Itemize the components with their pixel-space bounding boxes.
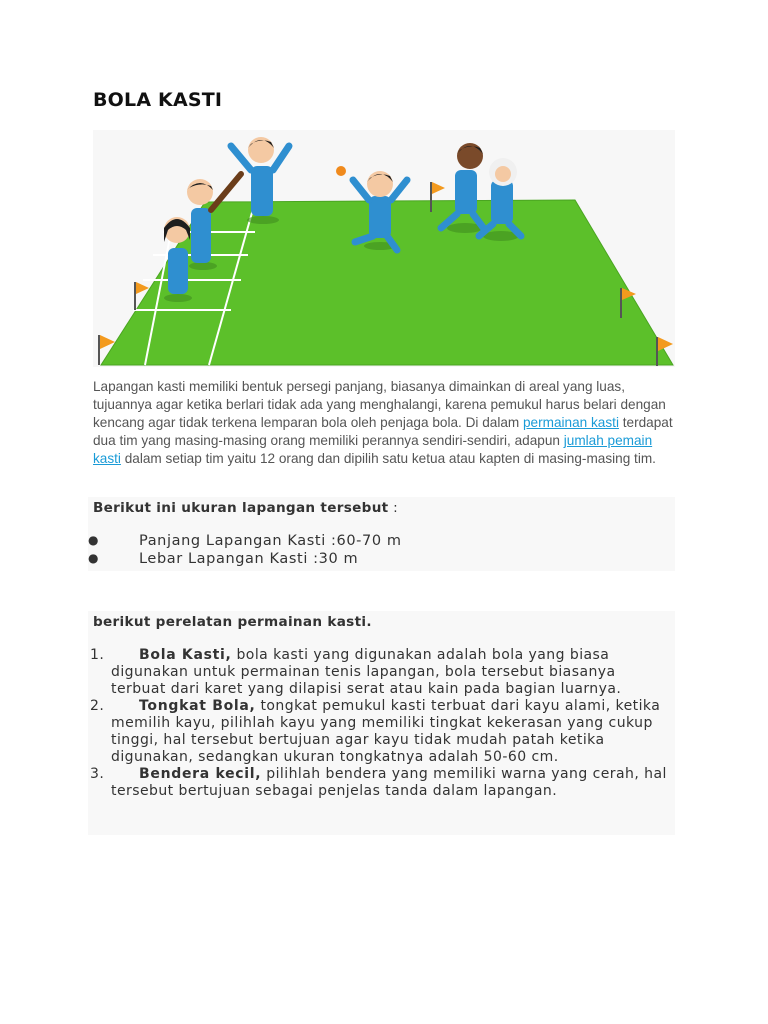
list-item-text: Panjang Lapangan Kasti :60-70 m	[139, 533, 402, 549]
field-size-heading-text: Berikut ini ukuran lapangan tersebut	[93, 500, 389, 516]
list-number: 2.	[90, 698, 105, 714]
equipment-section	[88, 611, 675, 835]
list-item	[88, 698, 675, 766]
list-number: 3.	[90, 766, 105, 782]
intro-text-1: Lapangan kasti memiliki bentuk persegi panjang, biasanya dimainkan di areal yang luas, tujuannya agar ketika berlari tidak ada yang menghalangi, karena pemukul harus belari dengan kencang agar tidak terkena lemparan bola oleh penjaga bola. Di dalam	[93, 379, 666, 430]
equipment-term: Bola Kasti,	[139, 647, 232, 663]
equipment-term: Tongkat Bola,	[139, 698, 256, 714]
intro-text-2: terdapat dua tim yang masing-masing orang memiliki perannya sendiri-sendiri, adapun	[93, 415, 673, 448]
field-size-section	[88, 497, 675, 571]
field-size-heading	[93, 500, 398, 516]
equipment-list	[88, 647, 675, 800]
intro-text-3: dalam setiap tim yaitu 12 orang dan dipilih satu ketua atau kapten di masing-masing tim.	[120, 451, 656, 466]
equipment-description: tongkat pemukul kasti terbuat dari kayu alami, ketika memilih kayu, pilihlah kayu yang memiliki tingkat kekerasan yang cukup tinggi, hal tersebut bertujuan agar kayu tidak mudah patah ketika digunakan, sedangkan ukuran tongkatnya adalah 50-60 cm.	[111, 698, 661, 765]
bullet-icon: ●	[88, 551, 100, 565]
bullet-icon: ●	[88, 533, 100, 547]
ball-icon	[336, 166, 346, 176]
link-jumlah-pemain-kasti[interactable]: jumlah pemain kasti	[93, 433, 653, 466]
equipment-term: Bendera kecil,	[139, 766, 262, 782]
equipment-description: pilihlah bendera yang memiliki warna yang cerah, hal tersebut bertujuan sebagai penjelas tanda dalam lapangan.	[111, 766, 667, 799]
player-icon	[164, 217, 192, 302]
page-title: BOLA KASTI	[93, 89, 223, 111]
list-item	[88, 766, 675, 800]
list-item	[88, 647, 675, 698]
list-item-text: Lebar Lapangan Kasti :30 m	[139, 551, 359, 567]
field-size-heading-colon: :	[388, 500, 398, 516]
kasti-field-illustration	[93, 130, 675, 367]
list-number: 1.	[90, 647, 105, 663]
intro-paragraph	[93, 378, 673, 468]
equipment-description: bola kasti yang digunakan adalah bola yang biasa digunakan untuk permainan tenis lapangan, bola tersebut biasanya terbuat dari karet yang dilapisi serat atau kain pada bagian luarnya.	[111, 647, 622, 697]
link-permainan-kasti[interactable]: permainan kasti	[523, 415, 619, 430]
equipment-heading: berikut perelatan permainan kasti.	[93, 614, 372, 630]
